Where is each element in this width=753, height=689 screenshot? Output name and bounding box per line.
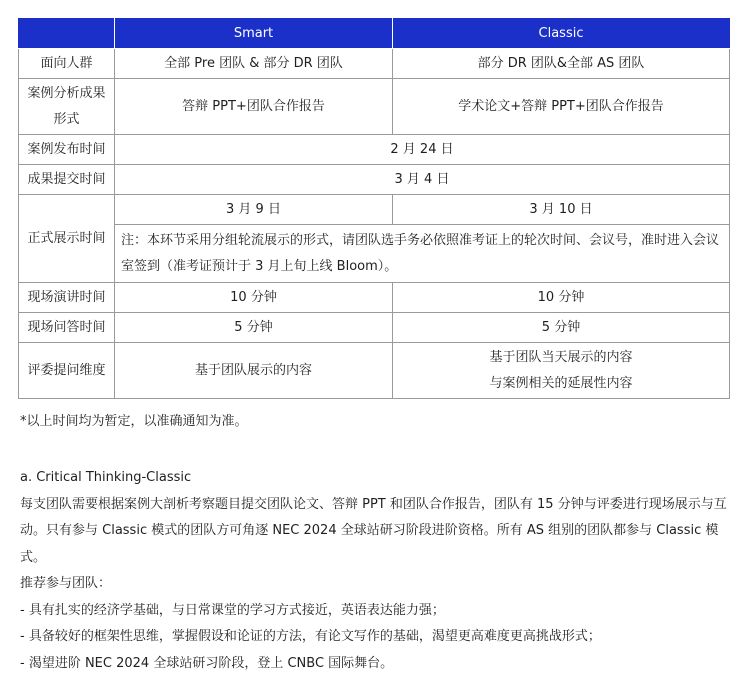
showcase-note: 注：本环节采用分组轮流展示的形式，请团队选手务必依照准考证上的轮次时间、会议号，准时进入会议室签到（准考证预计于 3 月上旬上线 Bloom）。: [115, 225, 730, 283]
recommend-label: 推荐参与团队：: [20, 576, 112, 591]
competition-schedule-table: [18, 18, 730, 399]
row-label-showcase: 正式展示时间: [19, 195, 115, 283]
table-row-qa: [19, 313, 730, 343]
release-date: 2 月 24 日: [115, 135, 730, 165]
header-smart: Smart: [115, 19, 393, 49]
row-label-speech: 现场演讲时间: [19, 283, 115, 313]
judging-classic-line-2: 与案例相关的延展性内容: [489, 375, 633, 391]
submit-date: 3 月 4 日: [115, 165, 730, 195]
qa-classic: 5 分钟: [393, 313, 730, 343]
row-label-audience: 面向人群: [19, 49, 115, 79]
section-paragraph: 每支团队需要根据案例大剖析考察题目提交团队论文、答辩 PPT 和团队合作报告，团队有 15 分钟与评委进行现场展示与互动。只有参与 Classic 模式的团队方可角逐 NEC 2024 全球站研习阶段进阶资格。所有 AS 组别的团队都参与 Classic 模式。: [20, 496, 727, 565]
row-label-format: [19, 79, 115, 135]
competition-schedule-table-wrapper: [18, 18, 729, 399]
table-row-showcase-dates: [19, 195, 730, 225]
table-row-release: [19, 135, 730, 165]
recommend-bullet: - 渴望进阶 NEC 2024 全球站研习阶段，登上 CNBC 国际舞台。: [20, 655, 394, 671]
header-corner-cell: [19, 19, 115, 49]
showcase-classic-date: 3 月 10 日: [393, 195, 730, 225]
qa-smart: 5 分钟: [115, 313, 393, 343]
row-label-submit: 成果提交时间: [19, 165, 115, 195]
header-classic: Classic: [393, 19, 730, 49]
speech-classic: 10 分钟: [393, 283, 730, 313]
format-smart: 答辩 PPT+团队合作报告: [115, 79, 393, 135]
row-label-qa: 现场问答时间: [19, 313, 115, 343]
judging-classic-line-1: 基于团队当天展示的内容: [489, 349, 633, 365]
row-label-release: 案例发布时间: [19, 135, 115, 165]
table-row-judging: [19, 343, 730, 399]
judging-smart: 基于团队展示的内容: [115, 343, 393, 399]
recommend-bullet: - 具有扎实的经济学基础，与日常课堂的学习方式接近，英语表达能力强；: [20, 602, 445, 618]
row-label-format-line-2: 形式: [53, 111, 80, 127]
speech-smart: 10 分钟: [115, 283, 393, 313]
judging-classic: [393, 343, 730, 399]
section-title: a. Critical Thinking-Classic: [20, 470, 192, 485]
row-label-format-line-1: 案例分析成果: [27, 85, 106, 101]
table-row-submit: [19, 165, 730, 195]
table-row-format: [19, 79, 730, 135]
showcase-smart-date: 3 月 9 日: [115, 195, 393, 225]
recommend-bullet: - 具备较好的框架性思维，掌握假设和论证的方法，有论文写作的基础，渴望更高难度更高挑战形式；: [20, 629, 601, 644]
timing-remark: *以上时间均为暂定，以准确通知为准。: [20, 414, 248, 429]
audience-smart: 全部 Pre 团队 & 部分 DR 团队: [115, 49, 393, 79]
table-header-row: [19, 19, 730, 49]
table-row-showcase-note: [19, 225, 730, 283]
classic-section: [20, 465, 732, 677]
row-label-judging: 评委提问维度: [19, 343, 115, 399]
format-classic: 学术论文+答辩 PPT+团队合作报告: [393, 79, 730, 135]
audience-classic: 部分 DR 团队&全部 AS 团队: [393, 49, 730, 79]
table-row-audience: [19, 49, 730, 79]
table-row-speech: [19, 283, 730, 313]
